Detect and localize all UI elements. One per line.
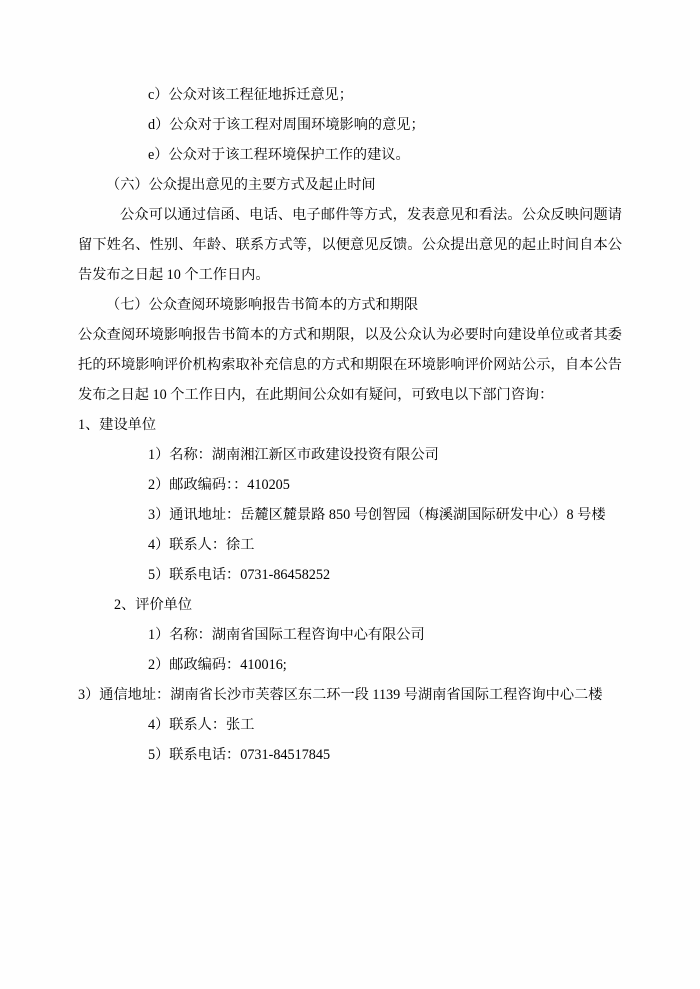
list-item: 4）联系人：张工 bbox=[148, 717, 255, 733]
list-item: c）公众对该工程征地拆迁意见； bbox=[148, 87, 353, 103]
heading-assessment-unit: 2、评价单位 bbox=[114, 597, 193, 613]
list-item: 5）联系电话：0731-84517845 bbox=[148, 747, 331, 763]
list-item: 4）联系人：徐工 bbox=[148, 537, 255, 553]
list-item: 2）邮政编码：：410205 bbox=[148, 477, 290, 493]
section-heading-six: （六）公众提出意见的主要方式及起止时间 bbox=[106, 177, 376, 193]
heading-construction-unit: 1、建设单位 bbox=[78, 417, 157, 433]
paragraph-public-opinion-methods: 公众可以通过信函、电话、电子邮件等方式，发表意见和看法。公众反映问题请留下姓名、性别、年龄、联系方式等，以便意见反馈。公众提出意见的起止时间自本公告发布之日起 10 个工作日内。 bbox=[78, 207, 622, 283]
list-item: 3）通讯地址：岳麓区麓景路 850 号创智园（梅溪湖国际研发中心）8 号楼 bbox=[148, 507, 606, 523]
list-item: 5）联系电话：0731-86458252 bbox=[148, 567, 331, 583]
section-heading-seven: （七）公众查阅环境影响报告书简本的方式和期限 bbox=[106, 297, 419, 313]
list-item: 1）名称：湖南湘江新区市政建设投资有限公司 bbox=[148, 447, 439, 463]
list-item: 1）名称：湖南省国际工程咨询中心有限公司 bbox=[148, 627, 425, 643]
document-body bbox=[78, 80, 622, 770]
list-item-address: 3）通信地址：湖南省长沙市芙蓉区东二环一段 1139 号湖南省国际工程咨询中心二楼 bbox=[78, 687, 603, 703]
list-item: 2）邮政编码：410016; bbox=[148, 657, 287, 673]
list-item: e）公众对于该工程环境保护工作的建议。 bbox=[148, 147, 410, 163]
list-item: d）公众对于该工程对周围环境影响的意见； bbox=[148, 117, 425, 133]
paragraph-report-access: 公众查阅环境影响报告书简本的方式和期限，以及公众认为必要时向建设单位或者其委托的环境影响评价机构索取补充信息的方式和期限在环境影响评价网站公示，自本公告发布之日起 10 个工作日内，在此期间公众如有疑问，可致电以下部门咨询： bbox=[78, 327, 622, 403]
